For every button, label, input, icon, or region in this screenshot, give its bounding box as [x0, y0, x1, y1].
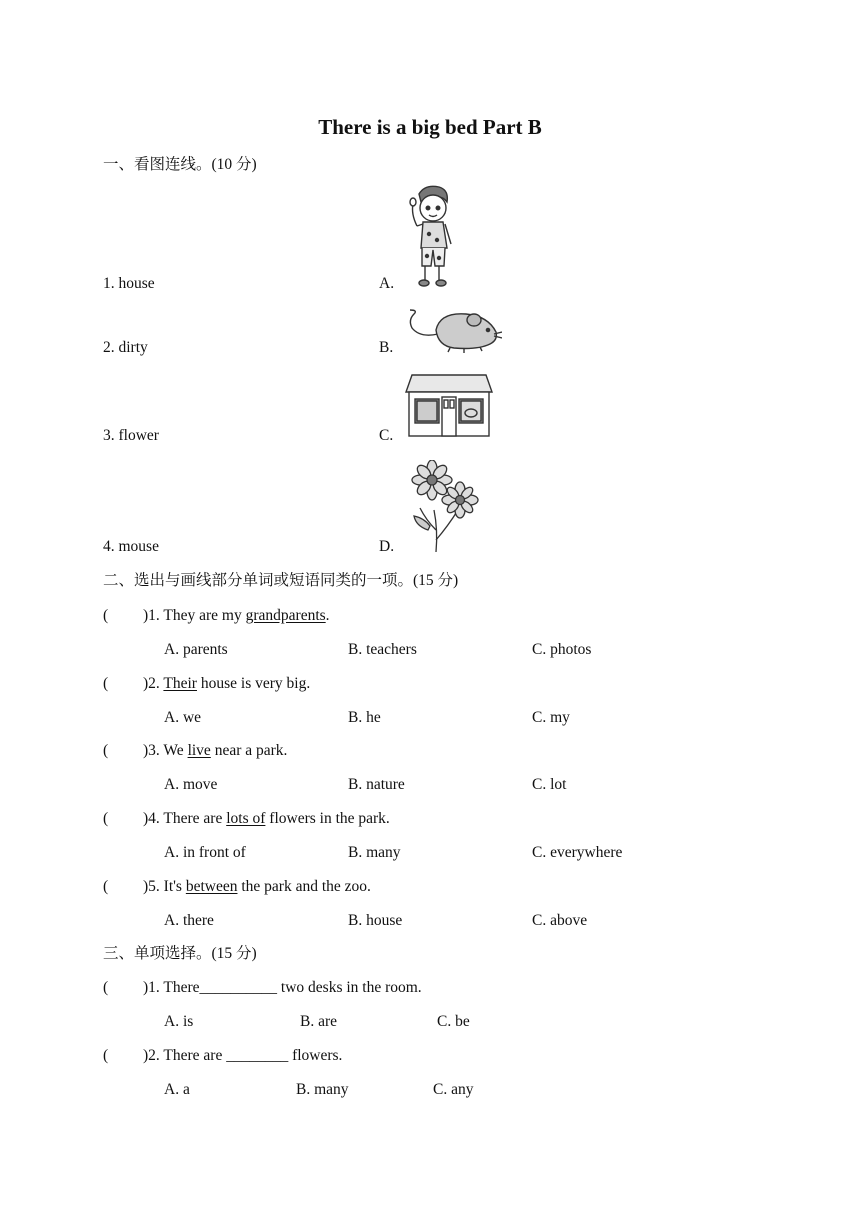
answer-paren-close: ): [143, 979, 149, 996]
page-title: There is a big bed Part B: [318, 115, 542, 139]
question-after: flowers in the park.: [265, 810, 390, 827]
question-text: [143, 877, 371, 897]
option-a: A. move: [164, 776, 218, 793]
answer-paren-close: ): [143, 1047, 149, 1064]
answer-paren-close: ): [143, 675, 149, 692]
answer-paren-open: (: [103, 810, 109, 827]
option-b: B. are: [300, 1013, 338, 1030]
option-c: C. be: [437, 1013, 470, 1030]
option-b: B. he: [348, 709, 381, 726]
question-text: [143, 809, 390, 829]
underlined-word: lots of: [226, 810, 266, 827]
section3-heading: 三、单项选择。(15 分): [103, 945, 257, 962]
option-c: C. my: [532, 709, 570, 726]
section1-heading: 一、看图连线。(10 分): [103, 156, 257, 173]
flower-picture: [408, 460, 480, 554]
option-a: A. we: [164, 709, 202, 726]
question-text: [143, 674, 310, 694]
question-text: [143, 606, 330, 626]
boy-picture: [405, 184, 457, 290]
answer-paren-close: ): [143, 607, 149, 624]
question-before: We: [163, 742, 188, 759]
answer-paren-open: (: [103, 607, 109, 624]
option-a: A. is: [164, 1013, 194, 1030]
question-after: near a park.: [210, 742, 288, 759]
option-c: C. photos: [532, 641, 592, 658]
question-before: They are my: [163, 607, 246, 624]
match-letter-a: A.: [379, 275, 395, 292]
match-word-3: 3. flower: [103, 427, 159, 444]
question-body: 2. There are ________ flowers.: [148, 1047, 343, 1064]
match-word-4: 4. mouse: [103, 538, 159, 555]
question-number: 3.: [148, 742, 164, 759]
underlined-word: between: [185, 878, 238, 895]
option-b: B. many: [296, 1081, 349, 1098]
question-before: There are: [163, 810, 227, 827]
option-c: C. lot: [532, 776, 567, 793]
answer-paren-open: (: [103, 878, 109, 895]
match-letter-c: C.: [379, 427, 394, 444]
option-a: A. a: [164, 1081, 190, 1098]
underlined-word: live: [187, 742, 211, 759]
underlined-word: Their: [163, 675, 197, 692]
question-text: [143, 741, 287, 761]
option-a: A. parents: [164, 641, 228, 658]
answer-paren-close: ): [143, 878, 149, 895]
question-number: 4.: [148, 810, 164, 827]
option-a: A. in front of: [164, 844, 246, 861]
match-word-1: 1. house: [103, 275, 155, 292]
question-number: 5.: [148, 878, 164, 895]
answer-paren-open: (: [103, 1047, 109, 1064]
answer-paren-open: (: [103, 675, 109, 692]
underlined-word: grandparents: [245, 607, 326, 624]
question-number: 1.: [148, 607, 164, 624]
question-text: [143, 1046, 342, 1066]
option-a: A. there: [164, 912, 214, 929]
question-text: [143, 978, 422, 998]
mouse-picture: [404, 308, 502, 354]
question-after: .: [325, 607, 330, 624]
match-letter-b: B.: [379, 339, 394, 356]
question-number: 2.: [148, 675, 164, 692]
section2-heading: 二、选出与画线部分单词或短语同类的一项。(15 分): [103, 572, 459, 589]
question-before: It's: [163, 878, 186, 895]
question-after: house is very big.: [196, 675, 311, 692]
house-picture: [404, 374, 494, 438]
answer-paren-open: (: [103, 742, 109, 759]
question-after: the park and the zoo.: [237, 878, 371, 895]
option-b: B. teachers: [348, 641, 417, 658]
answer-paren-open: (: [103, 979, 109, 996]
option-b: B. nature: [348, 776, 405, 793]
option-b: B. many: [348, 844, 401, 861]
answer-paren-close: ): [143, 742, 149, 759]
option-c: C. above: [532, 912, 588, 929]
option-c: C. everywhere: [532, 844, 623, 861]
match-letter-d: D.: [379, 538, 395, 555]
question-body: 1. There__________ two desks in the room.: [148, 979, 422, 996]
answer-paren-close: ): [143, 810, 149, 827]
option-c: C. any: [433, 1081, 474, 1098]
option-b: B. house: [348, 912, 403, 929]
match-word-2: 2. dirty: [103, 339, 148, 356]
